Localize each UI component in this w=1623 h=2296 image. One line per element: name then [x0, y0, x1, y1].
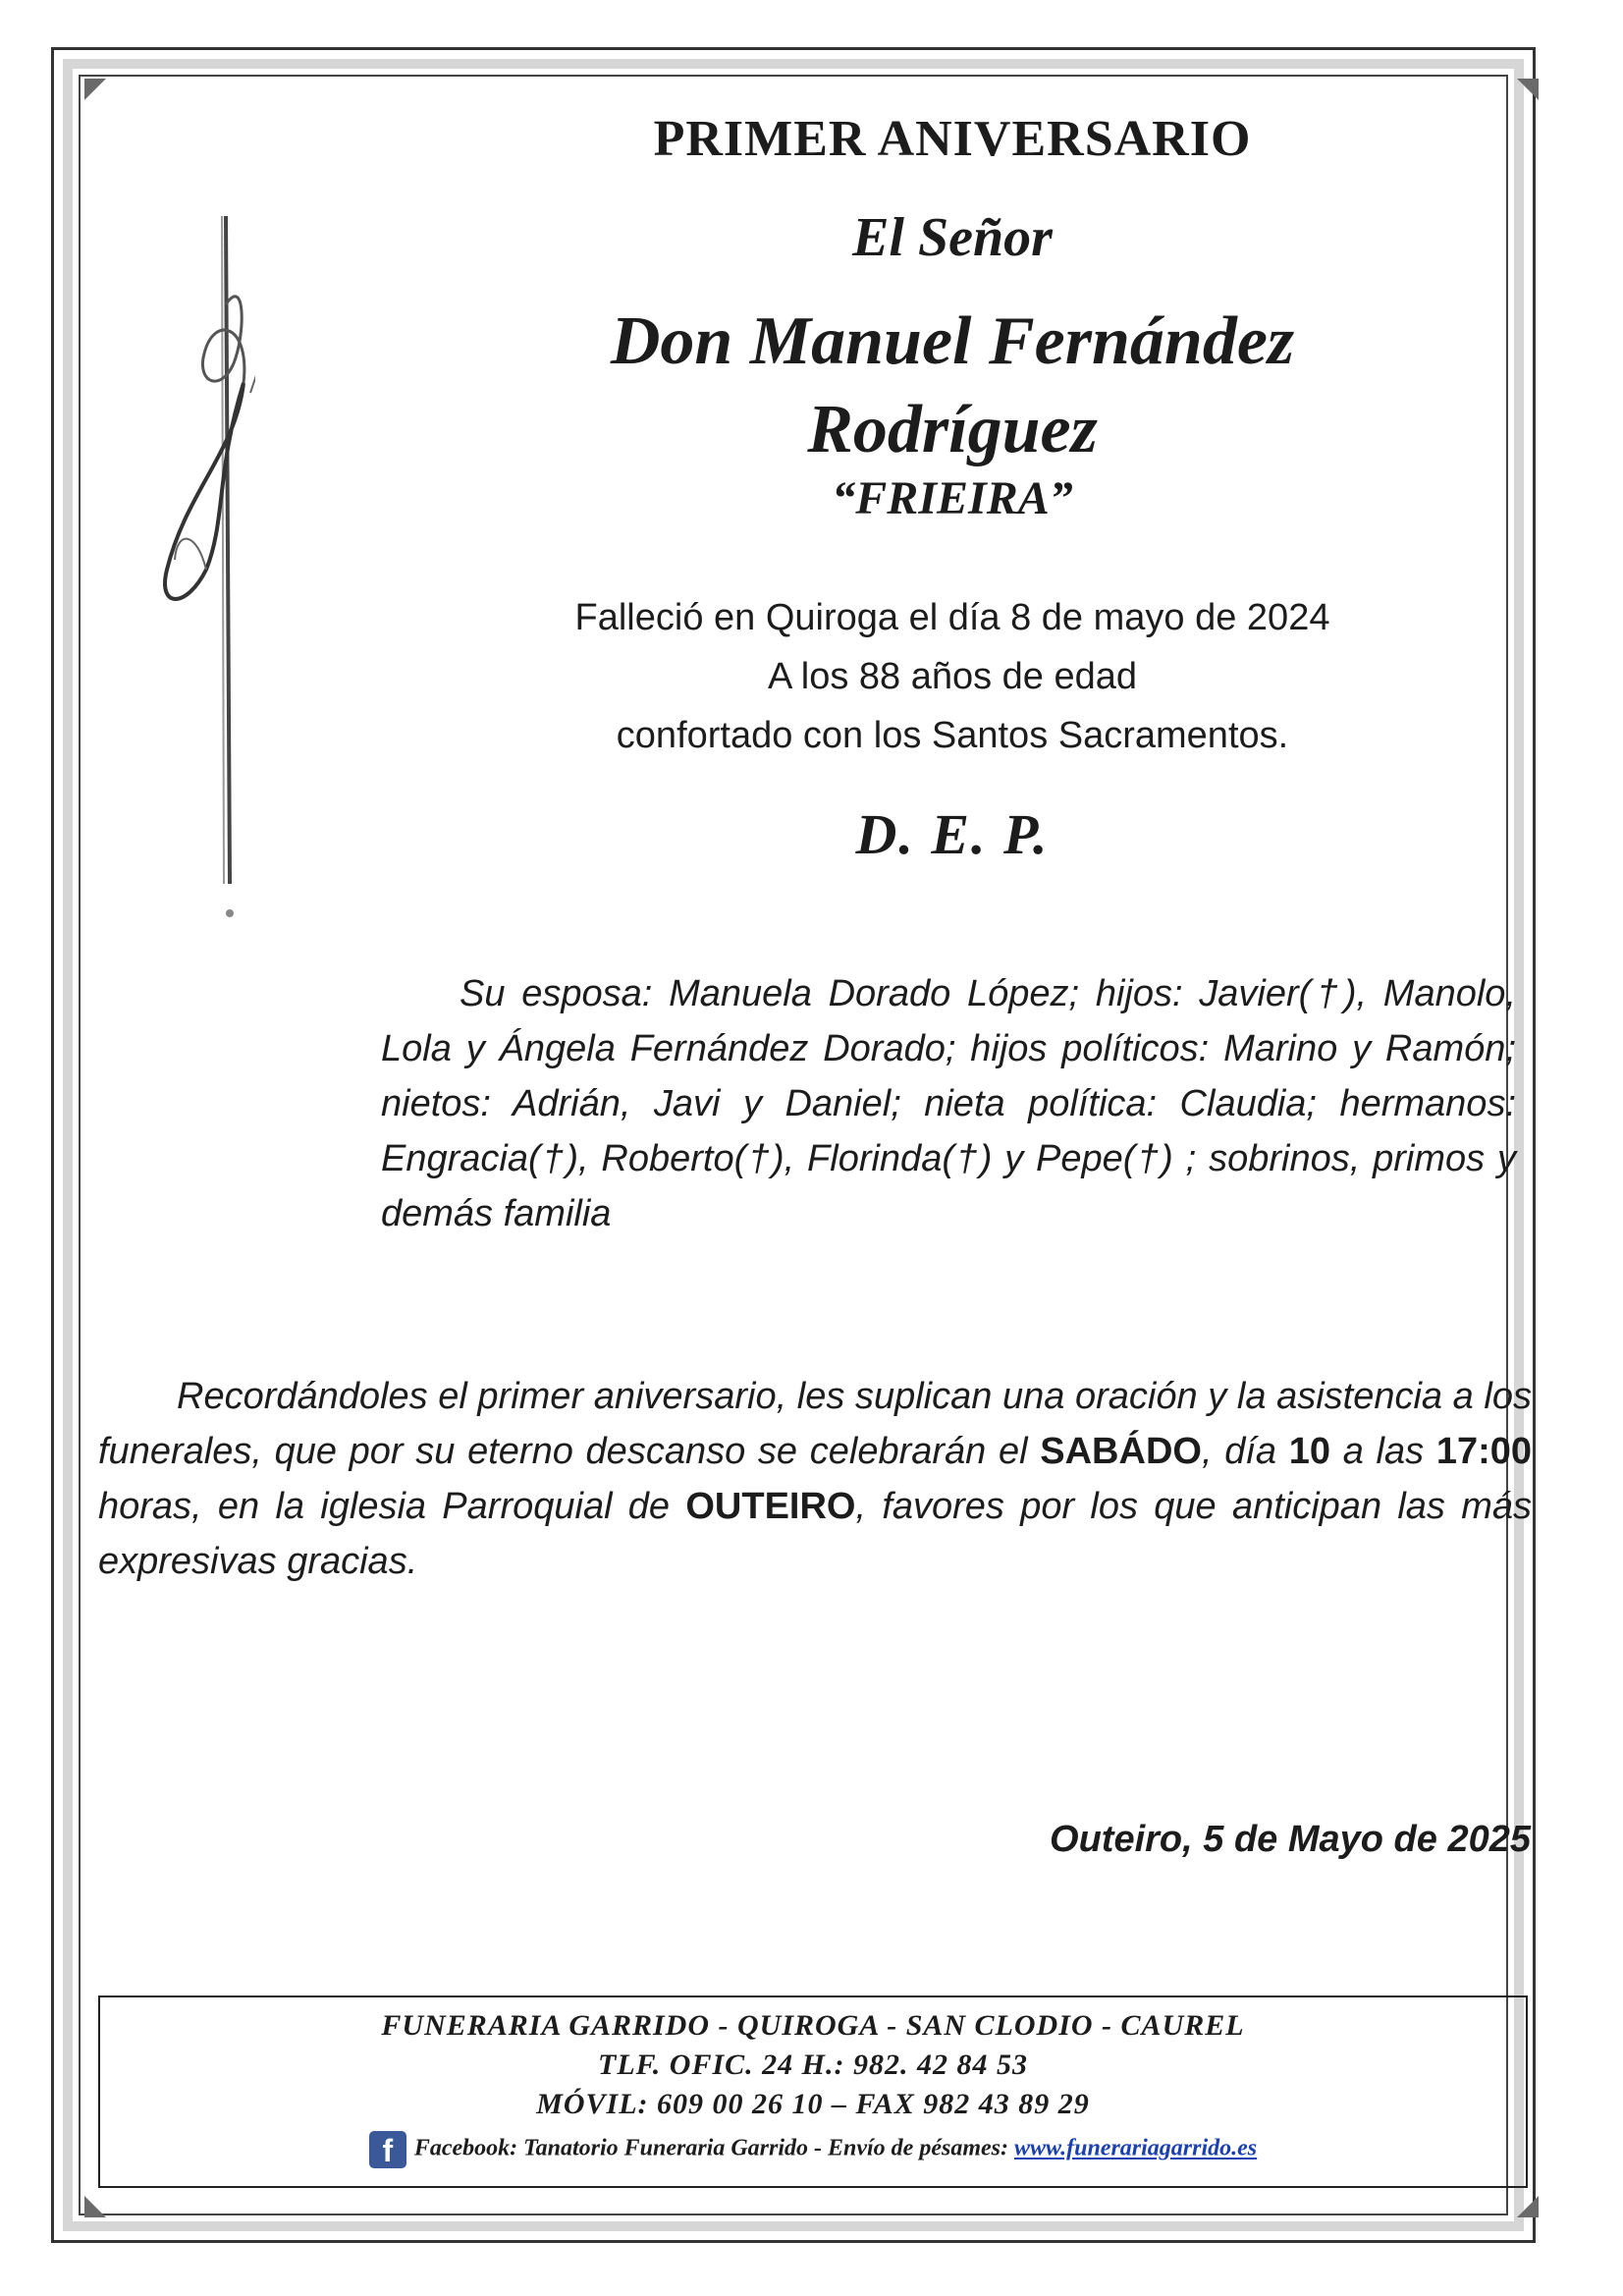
- ceremony-text: , día: [1201, 1431, 1289, 1472]
- dep-abbreviation: D. E. P.: [855, 802, 1050, 866]
- deceased-nickname: “FRIEIRA”: [832, 472, 1073, 524]
- facebook-icon[interactable]: f: [369, 2131, 406, 2168]
- ceremony-paragraph: [98, 1369, 1532, 1589]
- website-link[interactable]: www.funerariagarrido.es: [1013, 2135, 1258, 2161]
- ceremony-time: 17:00: [1435, 1431, 1533, 1472]
- ceremony-day-number: 10: [1288, 1431, 1331, 1472]
- corner-ornament-top-left: [84, 79, 106, 100]
- cross-ribbon-icon: [128, 196, 255, 943]
- place-and-date: Outeiro, 5 de Mayo de 2025: [1050, 1819, 1531, 1860]
- sacraments-line: confortado con los Santos Sacramentos.: [616, 715, 1289, 756]
- ceremony-location: OUTEIRO: [685, 1486, 856, 1527]
- ceremony-text: a las: [1330, 1431, 1436, 1472]
- footer-social-line: [98, 2131, 1528, 2168]
- ceremony-text: Recordándoles el primer aniversario, les suplican una oración y la asistencia a los funerales, que por su eterno descanso se celebrarán el: [98, 1376, 1532, 1472]
- ceremony-day-name: SABÁDO: [1040, 1431, 1202, 1472]
- mobile-fax: MÓVIL: 609 00 26 10 – FAX 982 43 89 29: [536, 2088, 1090, 2120]
- ceremony-text: horas, en la iglesia Parroquial de: [98, 1486, 686, 1527]
- office-phone: TLF. OFIC. 24 H.: 982. 42 84 53: [598, 2049, 1028, 2081]
- ceremony-text: , favores por los que anticipan las más expresivas gracias.: [98, 1486, 1532, 1582]
- honorific: El Señor: [852, 207, 1053, 268]
- corner-ornament-top-right: [1517, 79, 1539, 100]
- death-place-date: Falleció en Quiroga el día 8 de mayo de 2024: [574, 597, 1330, 638]
- facebook-text: Facebook: Tanatorio Funeraria Garrido - Envío de pésames:: [413, 2135, 1014, 2161]
- deceased-name-line1: Don Manuel Fernández: [610, 303, 1295, 379]
- deceased-name-line2: Rodríguez: [807, 392, 1098, 467]
- corner-ornament-bottom-left: [84, 2196, 106, 2217]
- age-at-death: A los 88 años de edad: [767, 656, 1138, 697]
- page-title: PRIMER ANIVERSARIO: [653, 111, 1252, 167]
- funeral-home-name: FUNERARIA GARRIDO - QUIROGA - SAN CLODIO - CAUREL: [381, 2009, 1245, 2042]
- family-paragraph: Su esposa: Manuela Dorado López; hijos: Javier(†), Manolo, Lola y Ángela Fernández Dorado; hijos políticos: Marino y Ramón; nietos: Adrián, Javi y Daniel; nieta política: Claudia; hermanos: Engracia(†), Roberto(†), Florinda(†) y Pepe(†) ; sobrinos, primos y demás familia: [381, 973, 1516, 1234]
- corner-ornament-bottom-right: [1517, 2196, 1539, 2217]
